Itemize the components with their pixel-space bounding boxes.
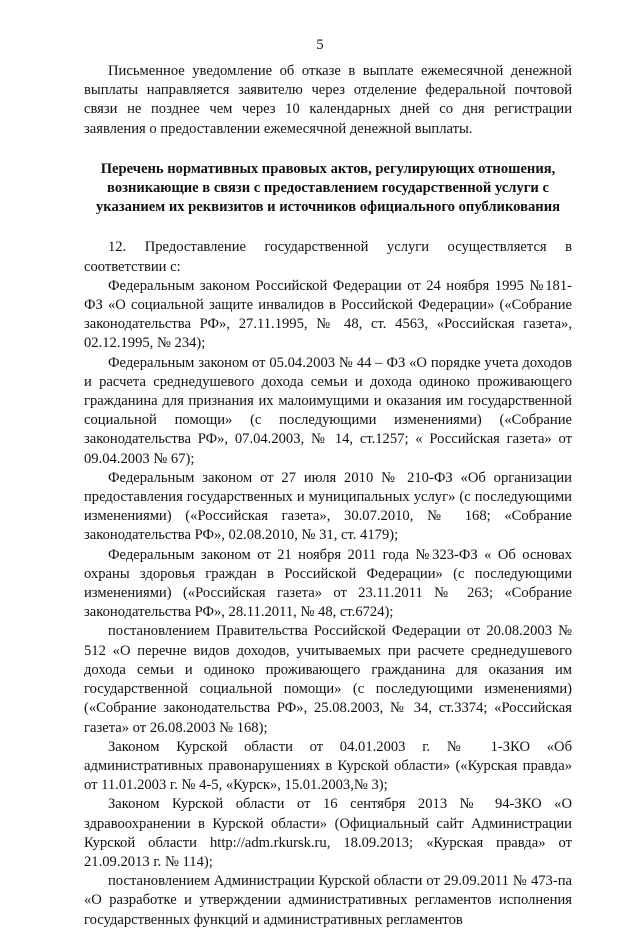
legal-act-item: Законом Курской области от 04.01.2003 г. № 1-ЗКО «Об административных правонарушениях в Курской области» («Курская правда» от 11.01.2003 г. № 4-5, «Курск», 15.01.2003,№ 3); — [84, 738, 572, 794]
section-heading: Перечень нормативных правовых актов, регулирующих отношения, возникающие в связи с предоставлением государственной услуги с указанием их реквизитов и источников официального опубликования — [96, 160, 560, 216]
legal-act-item: Федеральным законом от 21 ноября 2011 года №323-ФЗ « Об основах охраны здоровья граждан в Российской Федерации» (с последующими изменениями) («Российская газета» от 23.11.2011 № 263; «Собрание законодательства РФ», 28.11.2011, № 48, ст.6724); — [84, 546, 572, 621]
legal-act-item: постановлением Правительства Российской Федерации от 20.08.2003 № 512 «О перечне видов доходов, учитываемых при расчете среднедушевого дохода семьи и одиноко проживающего гражданина для оказания им государственной социальной помощи» (с последующими изменениями) («Собрание законодательства РФ», 25.08.2003, № 34, ст.3374; «Российская газета» от 26.08.2003 № 168); — [84, 623, 572, 736]
item-12-intro: 12. Предоставление государственной услуги осуществляется в соответствии с: — [84, 239, 572, 275]
document-body — [84, 62, 572, 930]
legal-act-item: Федеральным законом от 27 июля 2010 № 210-ФЗ «Об организации предоставления государственных и муниципальных услуг» (с последующими изменениями) («Российская газета», 30.07.2010, № 168; «Собрание законодательства РФ», 02.08.2010, № 31, ст. 4179); — [84, 469, 572, 544]
page-number: 5 — [316, 37, 324, 53]
legal-act-item: Законом Курской области от 16 сентября 2013 № 94-ЗКО «О здравоохранении в Курской области» (Официальный сайт Администрации Курской области http://adm.rkursk.ru, 18.09.2013; «Курская правда» от 21.09.2013 г. № 114); — [84, 796, 572, 870]
legal-act-item: Федеральным законом от 05.04.2003 № 44 – ФЗ «О порядке учета доходов и расчета среднедушевого дохода семьи и дохода одиноко проживающего гражданина для признания их малоимущими и оказания им государственной социальной помощи» (с последующими изменениями) («Собрание законодательства РФ», 07.04.2003, № 14, ст.1257; « Российская газета» от 09.04.2003 № 67); — [84, 354, 572, 467]
intro-paragraph: Письменное уведомление об отказе в выплате ежемесячной денежной выплаты направляется заявителю через отделение федеральной почтовой связи не позднее чем через 10 календарных дней со дня регистрации заявления о предоставлении ежемесячной денежной выплаты. — [84, 63, 572, 137]
legal-act-item: Федеральным законом Российской Федерации от 24 ноября 1995 №181-ФЗ «О социальной защите инвалидов в Российской Федерации» («Собрание законодательства РФ», 27.11.1995, № 48, ст. 4563, «Российская газета», 02.12.1995, № 234); — [84, 277, 572, 352]
legal-act-item: постановлением Администрации Курской области от 29.09.2011 № 473-па «О разработке и утверждении административных регламентов исполнения государственных функций и административных регламентов — [84, 873, 572, 928]
